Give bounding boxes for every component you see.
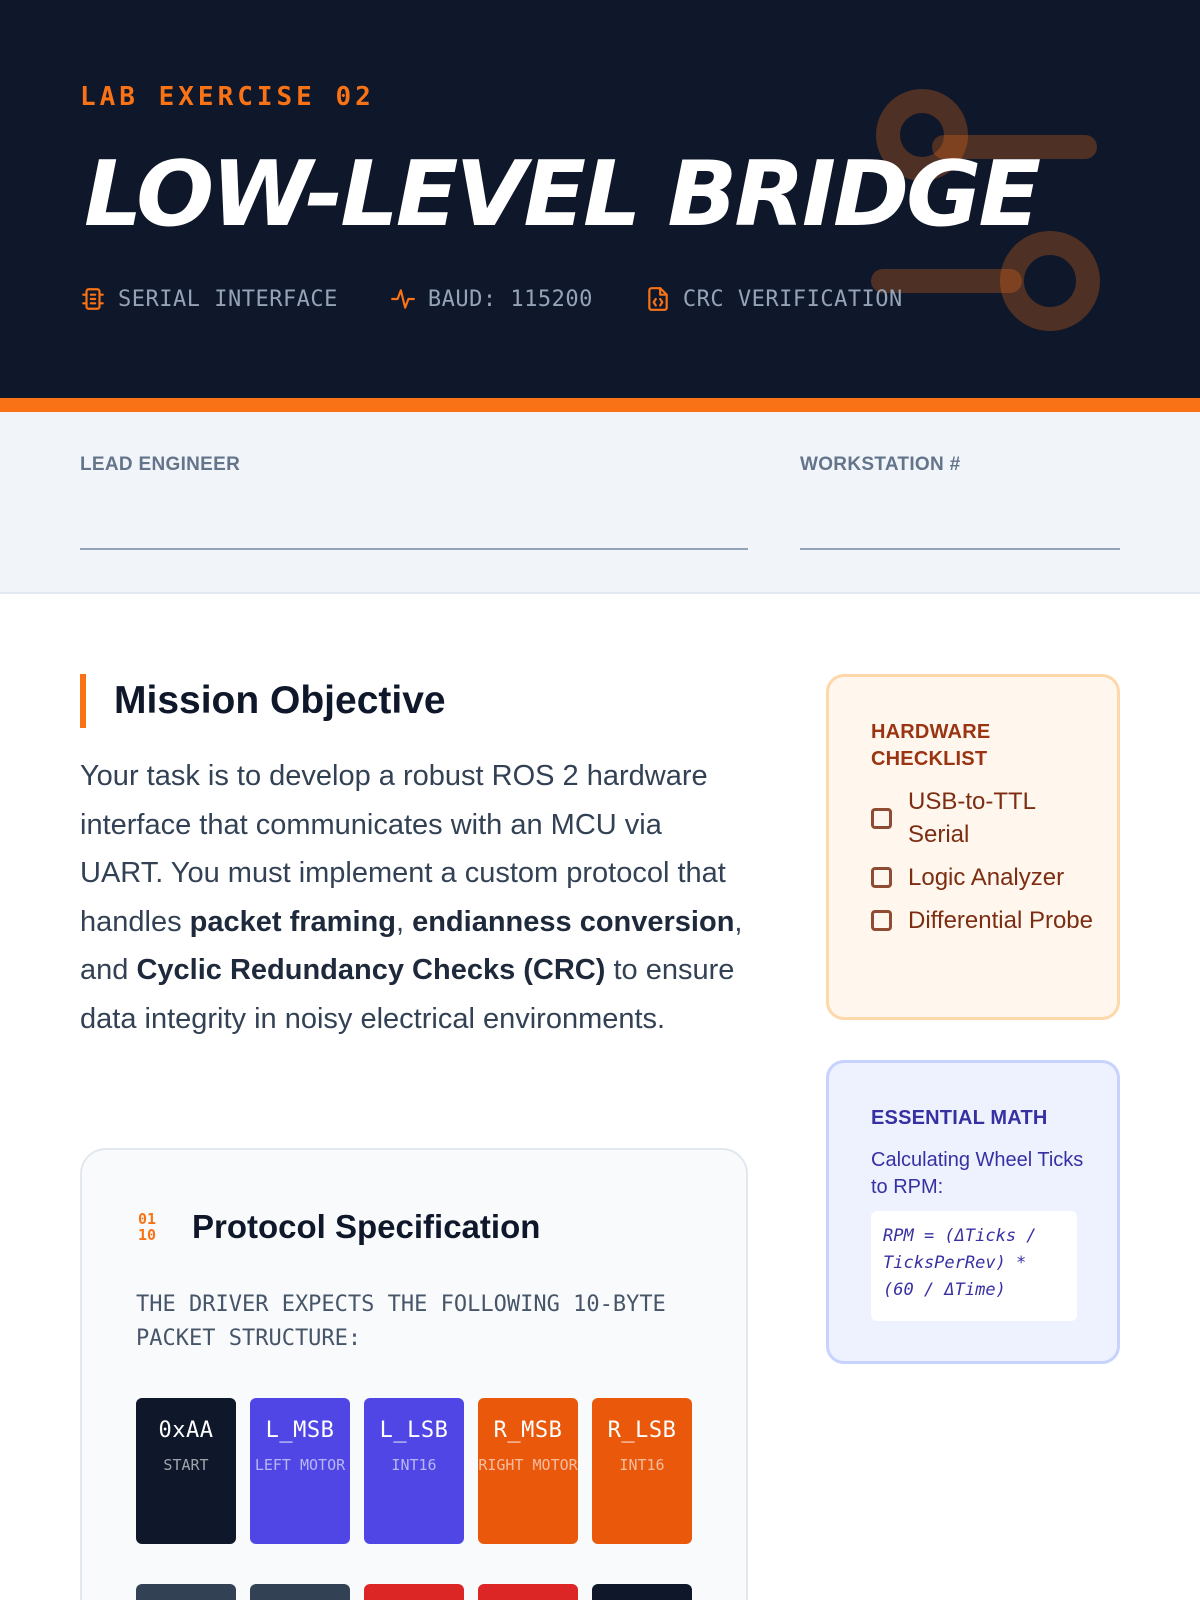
math-title: ESSENTIAL MATH <box>871 1107 1048 1129</box>
byte-description: START <box>163 1456 209 1474</box>
mission-text-part: Your task is to develop a robust ROS 2 hardware interface that communicates with an MCU via UART. You must implement a custom protocol that handles <box>80 760 726 938</box>
info-band <box>0 412 1200 594</box>
mission-emphasis: packet framing <box>189 905 396 938</box>
activity-icon <box>390 286 416 312</box>
tag-serial-interface <box>80 286 338 312</box>
byte-code: L_MSB <box>265 1418 335 1443</box>
packet-byte <box>364 1584 464 1600</box>
mission-title: Mission Objective <box>80 674 446 728</box>
checkbox[interactable] <box>871 808 892 829</box>
tag-label: SERIAL INTERFACE <box>118 286 338 312</box>
mission-text-part: to ensure data integrity in noisy electrical environments. <box>80 954 735 1035</box>
spec-tags <box>80 286 955 312</box>
hero-header <box>0 0 1200 398</box>
byte-code: L_LSB <box>379 1418 449 1443</box>
packet-byte <box>250 1398 350 1544</box>
protocol-header <box>138 1208 540 1246</box>
checklist-item[interactable] <box>871 785 1101 851</box>
tag-crc <box>645 286 903 312</box>
protocol-title: Protocol Specification <box>192 1208 541 1245</box>
lead-engineer-field[interactable] <box>80 510 748 550</box>
protocol-description: THE DRIVER EXPECTS THE FOLLOWING 10-BYTE PACKET STRUCTURE: <box>136 1292 666 1351</box>
checklist-item[interactable] <box>871 904 1101 937</box>
packet-byte <box>364 1398 464 1544</box>
byte-code: R_LSB <box>607 1418 677 1443</box>
binary-icon-line: 01 <box>138 1210 157 1228</box>
tag-label: CRC VERIFICATION <box>682 286 903 312</box>
binary-icon <box>138 1211 166 1243</box>
packet-byte <box>592 1584 692 1600</box>
byte-code: R_MSB <box>493 1418 563 1443</box>
chip-icon <box>80 286 106 312</box>
byte-description: INT16 <box>391 1456 437 1474</box>
checklist <box>871 785 1101 947</box>
tag-label: BAUD: 115200 <box>427 286 593 312</box>
byte-description: RIGHT MOTOR <box>478 1456 578 1474</box>
packet-byte <box>250 1584 350 1600</box>
mission-emphasis: Cyclic Redundancy Checks (CRC) <box>136 954 606 986</box>
file-code-icon <box>645 286 671 312</box>
mission-text-part: , <box>395 905 413 938</box>
checkbox[interactable] <box>871 867 892 888</box>
packet-byte <box>478 1584 578 1600</box>
checkbox[interactable] <box>871 910 892 931</box>
binary-icon-line: 10 <box>138 1226 157 1244</box>
byte-description: INT16 <box>619 1456 665 1474</box>
checklist-item-label: Differential Probe <box>908 907 1093 934</box>
workstation-field[interactable] <box>800 510 1120 550</box>
checklist-item-label: Logic Analyzer <box>908 864 1065 891</box>
byte-description: LEFT MOTOR <box>254 1456 346 1474</box>
page-title: LOW-LEVEL BRIDGE <box>84 142 1039 247</box>
hardware-checklist-card <box>826 674 1120 1020</box>
mission-emphasis: endianness conversion <box>412 905 735 938</box>
essential-math-card <box>826 1060 1120 1364</box>
protocol-card <box>80 1148 748 1600</box>
accent-stripe <box>0 398 1200 412</box>
math-subtitle: Calculating Wheel Ticks to RPM: <box>871 1149 1084 1198</box>
packet-bytes <box>136 1398 706 1600</box>
packet-byte <box>136 1398 236 1544</box>
packet-byte <box>136 1584 236 1600</box>
checklist-item[interactable] <box>871 861 1101 894</box>
lead-engineer-label: LEAD ENGINEER <box>80 454 241 475</box>
workstation-label: WORKSTATION # <box>800 454 961 475</box>
packet-byte <box>592 1398 692 1544</box>
mission-text <box>80 752 750 1043</box>
byte-code: 0xAA <box>158 1418 214 1443</box>
packet-byte <box>478 1398 578 1544</box>
tag-baud <box>390 286 593 312</box>
checklist-title: HARDWARE CHECKLIST <box>871 721 991 770</box>
mission-text-part: , and <box>80 905 743 986</box>
checklist-item-label: USB-to-TTL Serial <box>908 788 1036 848</box>
lab-kicker: LAB EXERCISE 02 <box>80 82 375 112</box>
rpm-formula: RPM = (ΔTicks / TicksPerRev) * (60 / ΔTime) <box>871 1211 1077 1321</box>
